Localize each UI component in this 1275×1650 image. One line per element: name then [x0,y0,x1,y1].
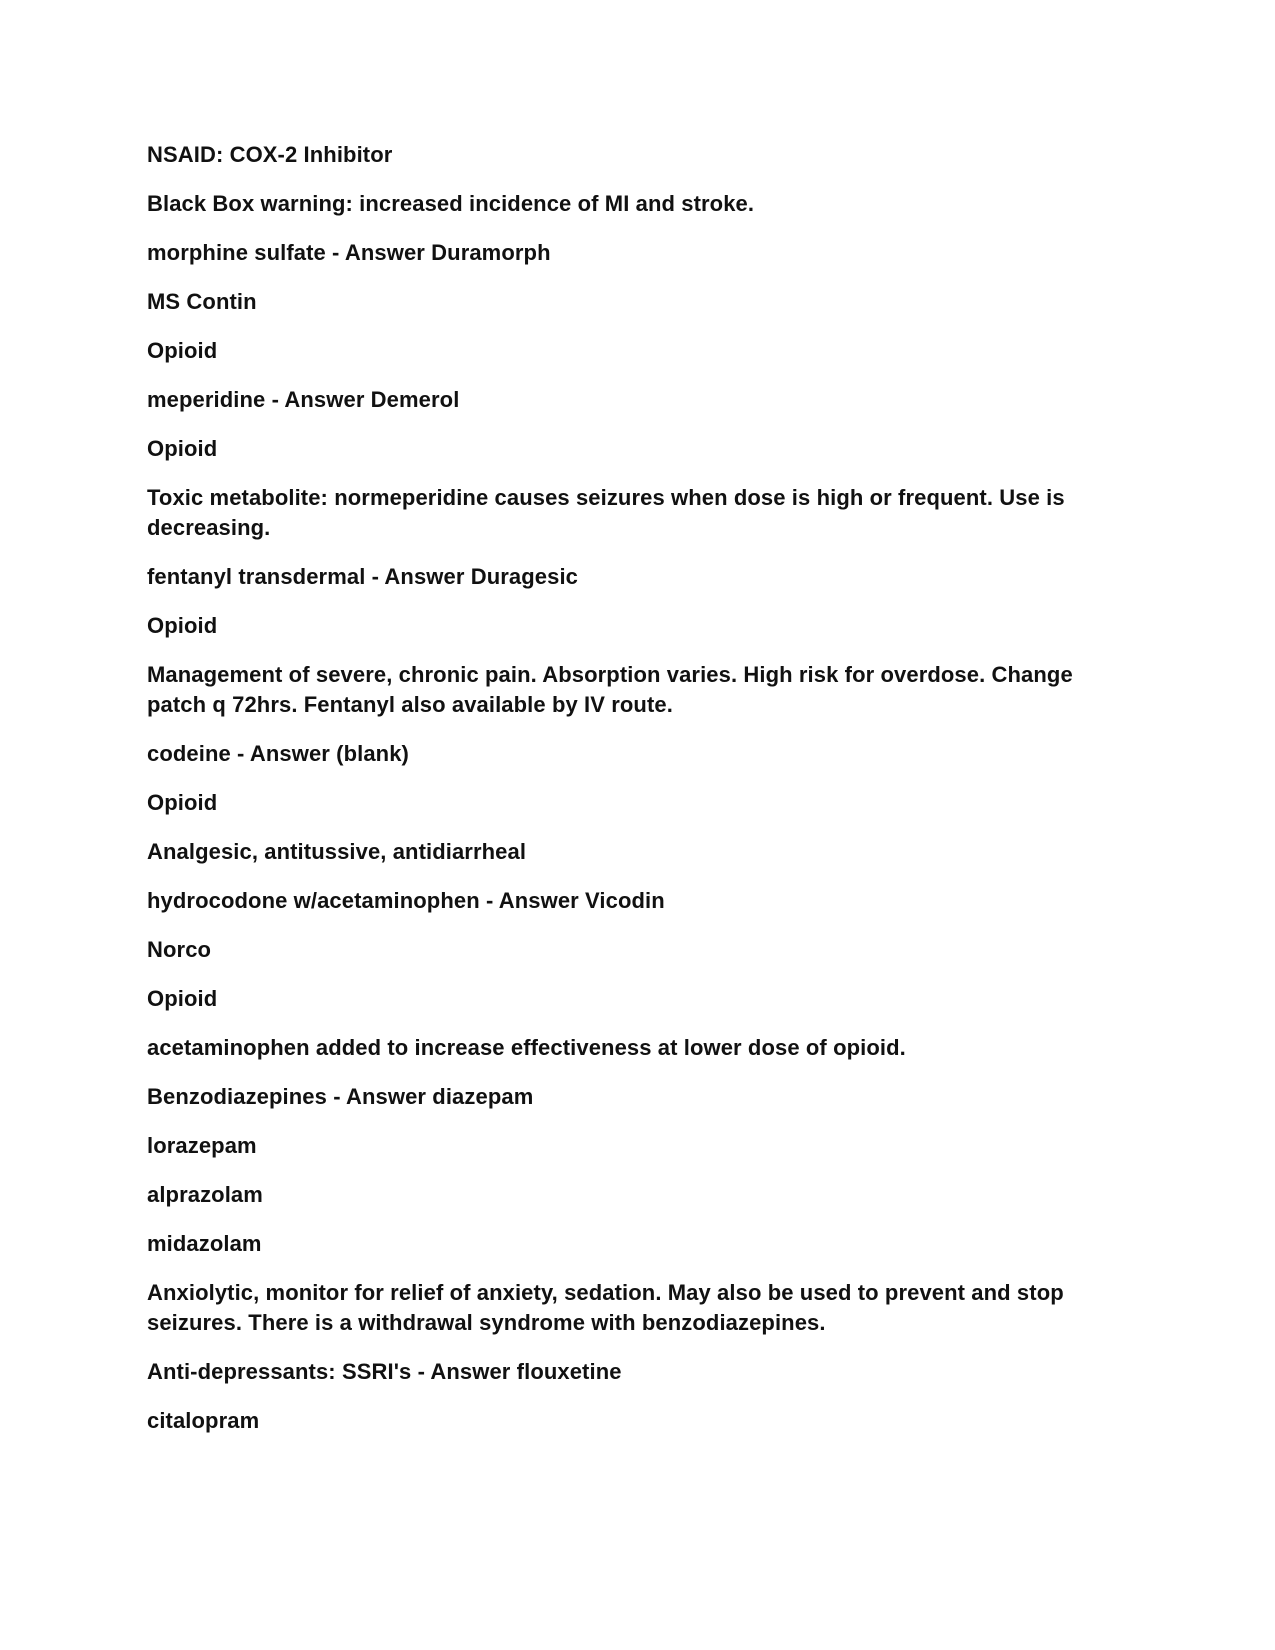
paragraph: citalopram [147,1408,260,1433]
paragraph: Benzodiazepines - Answer diazepam [147,1084,534,1109]
paragraph: midazolam [147,1231,262,1256]
paragraph: Opioid [147,613,218,638]
paragraph: alprazolam [147,1182,263,1207]
paragraph: MS Contin [147,289,257,314]
paragraph: Opioid [147,790,218,815]
paragraph: Anxiolytic, monitor for relief of anxiety, sedation. May also be used to prevent and stop seizures. There is a withdrawal syndrome with benzodiazepines. [147,1280,1064,1335]
paragraph: codeine - Answer (blank) [147,741,409,766]
paragraph: Management of severe, chronic pain. Absorption varies. High risk for overdose. Change patch q 72hrs. Fentanyl also available by IV route. [147,662,1073,717]
paragraph: hydrocodone w/acetaminophen - Answer Vicodin [147,888,665,913]
paragraph: fentanyl transdermal - Answer Duragesic [147,564,578,589]
paragraph: lorazepam [147,1133,257,1158]
paragraph: Analgesic, antitussive, antidiarrheal [147,839,527,864]
paragraph: meperidine - Answer Demerol [147,387,460,412]
paragraph: acetaminophen added to increase effectiveness at lower dose of opioid. [147,1035,906,1060]
paragraph: Toxic metabolite: normeperidine causes seizures when dose is high or frequent. Use is decreasing. [147,485,1065,540]
paragraph: Opioid [147,436,218,461]
paragraph: Anti-depressants: SSRI's - Answer flouxetine [147,1359,622,1384]
paragraph: Black Box warning: increased incidence of MI and stroke. [147,191,755,216]
paragraph: Norco [147,937,212,962]
paragraph: morphine sulfate - Answer Duramorph [147,240,551,265]
paragraph: Opioid [147,338,218,363]
paragraph: NSAID: COX-2 Inhibitor [147,142,393,167]
document-body [147,140,1137,1455]
paragraph: Opioid [147,986,218,1011]
